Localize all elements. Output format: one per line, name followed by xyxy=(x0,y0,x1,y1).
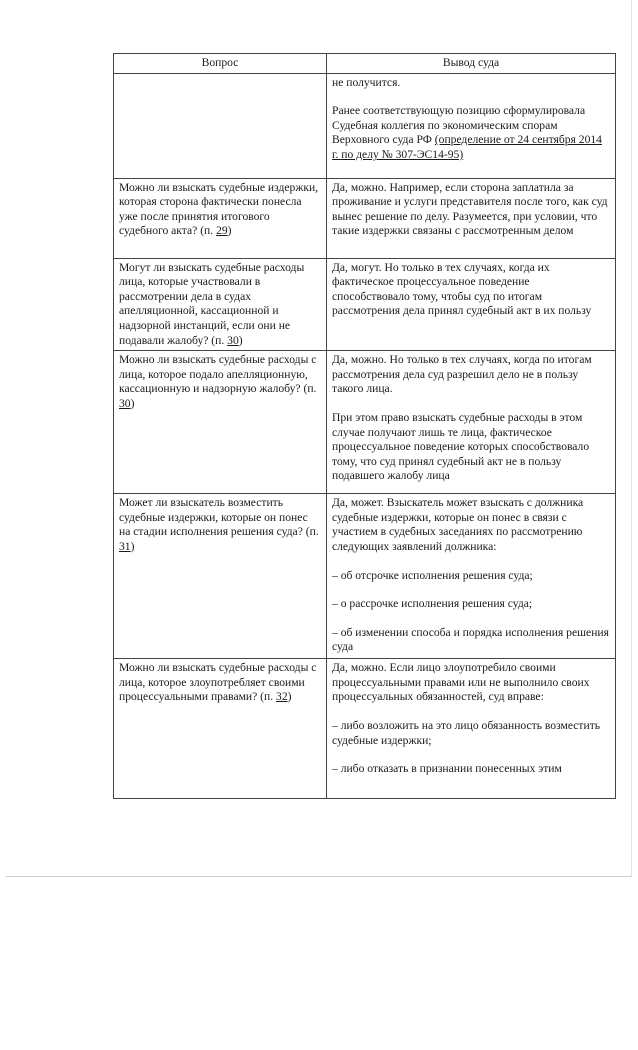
header-conclusion: Вывод суда xyxy=(327,54,616,74)
clause-reference-link[interactable]: 30 xyxy=(119,396,131,410)
page-bottom-edge xyxy=(6,876,632,877)
header-question: Вопрос xyxy=(114,54,327,74)
answer-paragraph: Да, можно. Например, если сторона заплатила за проживание и услуги представителя после того, как суд вынес решение по делу. Разумеется, при условии, что такие издержки связаны с рассмотренным делом xyxy=(332,180,608,238)
question-text: Можно ли взыскать судебные издержки, которая сторона фактически понесла уже после принятия итогового судебного акта? (п. xyxy=(119,180,319,238)
answer-paragraph: Да, можно. Но только в тех случаях, когда по итогам рассмотрения дела суд разрешил дело не в пользу такого лица. xyxy=(332,353,592,396)
answer-paragraph: Да, может. Взыскатель может взыскать с должника судебные издержки, которые он понес в связи с участием в судебных заседаниях по рассмотрению следующих заявлений должника: xyxy=(332,496,584,553)
page-right-edge xyxy=(631,0,632,877)
question-tail: ) xyxy=(130,539,135,553)
answer-list-item: – об отсрочке исполнения решения суда; xyxy=(332,568,533,582)
question-text: Можно ли взыскать судебные расходы с лица, которое злоупотребляет своими процессуальными правами? (п. xyxy=(119,661,317,704)
answer-paragraph: Да, могут. Но только в тех случаях, когда их фактическое процессуальное поведение способствовало тому, чтобы суд по итогам рассмотрения дела принял судебный акт в их пользу xyxy=(332,260,592,318)
clause-reference-link[interactable]: 30 xyxy=(227,333,239,347)
court-conclusions-table xyxy=(113,53,616,799)
answer-paragraph: не получится. xyxy=(332,75,401,89)
question-cell xyxy=(114,178,327,258)
question-tail: ) xyxy=(227,224,232,238)
table-row xyxy=(114,659,616,799)
answer-cell xyxy=(327,258,616,351)
ruling-reference-link[interactable]: (определение от 24 сентября 2014 г. по делу № 307-ЭС14-95) xyxy=(332,133,602,161)
question-cell xyxy=(114,258,327,351)
question-tail: ) xyxy=(130,396,135,410)
question-text: Могут ли взыскать судебные расходы лица, которые участвовали в рассмотрении дела в судах апелляционной, кассационной и надзорной инстанций, если они не подавали жалобу? (п. xyxy=(119,260,305,347)
answer-list-item: – об изменении способа и порядка исполнения решения суда xyxy=(332,625,609,654)
clause-reference-link[interactable]: 31 xyxy=(119,539,131,553)
question-cell xyxy=(114,351,327,494)
answer-list-item: – о рассрочке исполнения решения суда; xyxy=(332,597,533,611)
question-text: Может ли взыскатель возместить судебные издержки, которые он понес на стадии исполнения решения суда? (п. xyxy=(119,496,319,539)
question-cell xyxy=(114,494,327,659)
answer-paragraph xyxy=(332,104,610,162)
clause-reference-link[interactable]: 32 xyxy=(276,690,288,704)
answer-cell xyxy=(327,351,616,494)
clause-reference-link[interactable]: 29 xyxy=(216,224,228,238)
answer-list-item: – либо отказать в признании понесенных этим xyxy=(332,762,562,776)
table-header-row xyxy=(114,54,616,74)
answer-cell xyxy=(327,178,616,258)
question-tail: ) xyxy=(287,690,292,704)
answer-cell xyxy=(327,494,616,659)
answer-cell xyxy=(327,659,616,799)
table-row xyxy=(114,73,616,178)
question-tail: ) xyxy=(238,333,243,347)
question-cell xyxy=(114,73,327,178)
answer-paragraph: При этом право взыскать судебные расходы в этом случае получают лишь те лица, фактическое процессуальное поведение которых способствовало тому, что суд принял судебный акт не в пользу подавшего жалобу лица xyxy=(332,410,590,483)
answer-paragraph: Да, можно. Если лицо злоупотребило своими процессуальными правами или не выполнило своих процессуальных обязанностей, суд вправе: xyxy=(332,661,590,704)
answer-cell xyxy=(327,73,616,178)
table-row xyxy=(114,494,616,659)
table-row xyxy=(114,258,616,351)
question-cell xyxy=(114,659,327,799)
answer-text: Ранее соответствующую позицию сформулировала Судебная коллегия по экономическим спорам Верховного суда РФ xyxy=(332,104,586,147)
answer-list-item: – либо возложить на это лицо обязанность возместить судебные издержки; xyxy=(332,718,601,747)
table-row xyxy=(114,178,616,258)
question-text: Можно ли взыскать судебные расходы с лица, которое подало апелляционную, кассационную и надзорную жалобу? (п. xyxy=(119,353,317,396)
table-row xyxy=(114,351,616,494)
